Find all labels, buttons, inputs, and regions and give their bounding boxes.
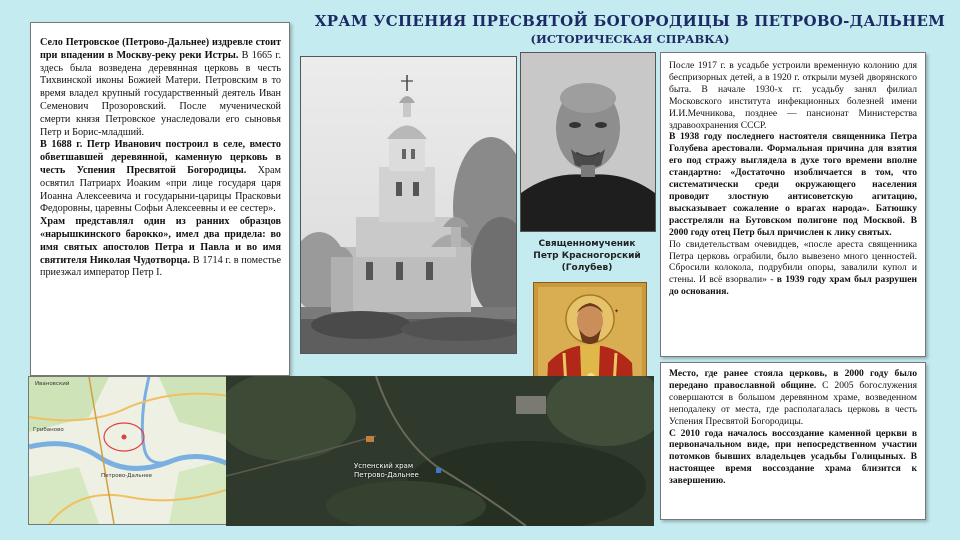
priest-portrait-photo <box>520 52 656 232</box>
satellite-image <box>226 376 654 526</box>
page-subtitle: (ИСТОРИЧЕСКАЯ СПРАВКА) <box>530 32 730 46</box>
paragraph <box>669 131 917 238</box>
paragraph <box>40 216 281 280</box>
caption-line: (Голубев) <box>561 263 613 273</box>
paragraph-body: Храм освятил Патриарх Иоаким «при лице государя царя Иоанна Алексеевича и государыни-царицы Прасковьи Федоровны, царевны Софьи Алексеевны и ее сестер». <box>40 164 281 215</box>
paragraph <box>40 37 281 139</box>
paragraph <box>669 428 917 488</box>
history-text-right-bottom <box>660 362 926 520</box>
satellite-label: Успенский храм <box>354 462 414 470</box>
paragraph-bold: в 1939 году храм был разрушен до основания. <box>669 274 917 298</box>
paragraph <box>40 139 281 216</box>
paragraph-bold: В настоящее время воссоздание храма близится к завершению. <box>669 451 917 487</box>
paragraph-lead: В 1688 г. Петр Иванович построил в селе, вместо обветшавшей деревянной, каменную церковь в честь Успения Пресвятой Богородицы. <box>40 139 281 176</box>
svg-text:✦: ✦ <box>614 308 620 315</box>
page-title: ХРАМ УСПЕНИЯ ПРЕСВЯТОЙ БОГОРОДИЦЫ В ПЕТРОВО-ДАЛЬНЕМ <box>314 12 946 30</box>
paragraph: После 1917 г. в усадьбе устроили временную колонию для беспризорных детей, а в 1920 г. открыли музей дворянского быта. В начале 1930-х гг. усадьбу занял филиал Московского института инфекционных болезней имени И.И.Мечникова, позднее — пансионат Министерства здравоохранения СССР. <box>669 60 917 131</box>
paragraph <box>669 239 917 299</box>
paragraph-bold: Место, где ранее стояла церковь, в 2000 году было передано православной общине. <box>669 368 917 391</box>
paragraph <box>669 368 917 428</box>
portrait-caption <box>520 238 654 274</box>
paragraph-bold: В 1938 году последнего настоятеля священника Петра Голубева арестовали. Формальная причина для взятия его под стражу выглядела в духе того времени вполне стандартно: «Достаточно изобличается в том, что систематически среди окружающего населения проводит злостную антисоветскую агитацию, высказывает сожаление о врагах народа». Батюшку расстреляли на Бутовском полигоне под Москвой. В 2000 году отец Петр был причислен к лику святых. <box>669 131 917 238</box>
caption-line: Священномученик <box>538 239 636 249</box>
paragraph-lead: Храм представлял один из ранних образцов «нарышкинского барокко», имел два придела: во имя святых апостолов Петра и Павла и во имя святителя Николая Чудотворца. <box>40 216 281 266</box>
history-text-right-top <box>660 52 926 357</box>
caption-line: Петр Красногорский <box>533 251 641 261</box>
satellite-label: Петрово-Дальнее <box>354 471 419 479</box>
paragraph-bold: С 2010 года началось воссоздание каменной церкви в первоначальном виде, при непосредственном участии потомков бывших владельцев усадьбы Голицыных. <box>669 427 917 463</box>
map-label: Ивановский <box>35 381 70 387</box>
history-text-left <box>30 22 290 376</box>
location-map <box>28 376 236 525</box>
paragraph-body: В 1665 г. здесь была возведена деревянная церковь в честь Тихвинской иконы Божией Матери. Петровским в то время владел крупный государственный деятель Иван Семенович Прозоровский. После мученической смерти князя Петровское унаследовали его сыновья Петр и Борис-младший. <box>40 49 282 138</box>
church-photo <box>300 56 517 354</box>
paragraph-body: По свидетельствам очевидцев, «после ареста священника Петра церковь ограбили, было вывезено много ценностей. Сбросили колокола, подрубили опоры, завалили купол и стены. И всё взорвали» - <box>669 238 917 286</box>
map-label: Петрово-Дальнее <box>101 473 152 479</box>
paragraph-body: С 2005 богослужения совершаются в большом деревянном храме, возведенном неподалеку от места, где располагалась церковь в честь Успения Пресвятой Богородицы. <box>669 379 917 427</box>
paragraph-lead: Село Петровское (Петрово-Дальнее) издревле стоит при впадении в Москву-реку реки Истры. <box>40 37 281 61</box>
map-label: Грибаново <box>33 427 64 433</box>
paragraph-body: В 1714 г. в поместье приезжал император Петр I. <box>40 254 281 279</box>
